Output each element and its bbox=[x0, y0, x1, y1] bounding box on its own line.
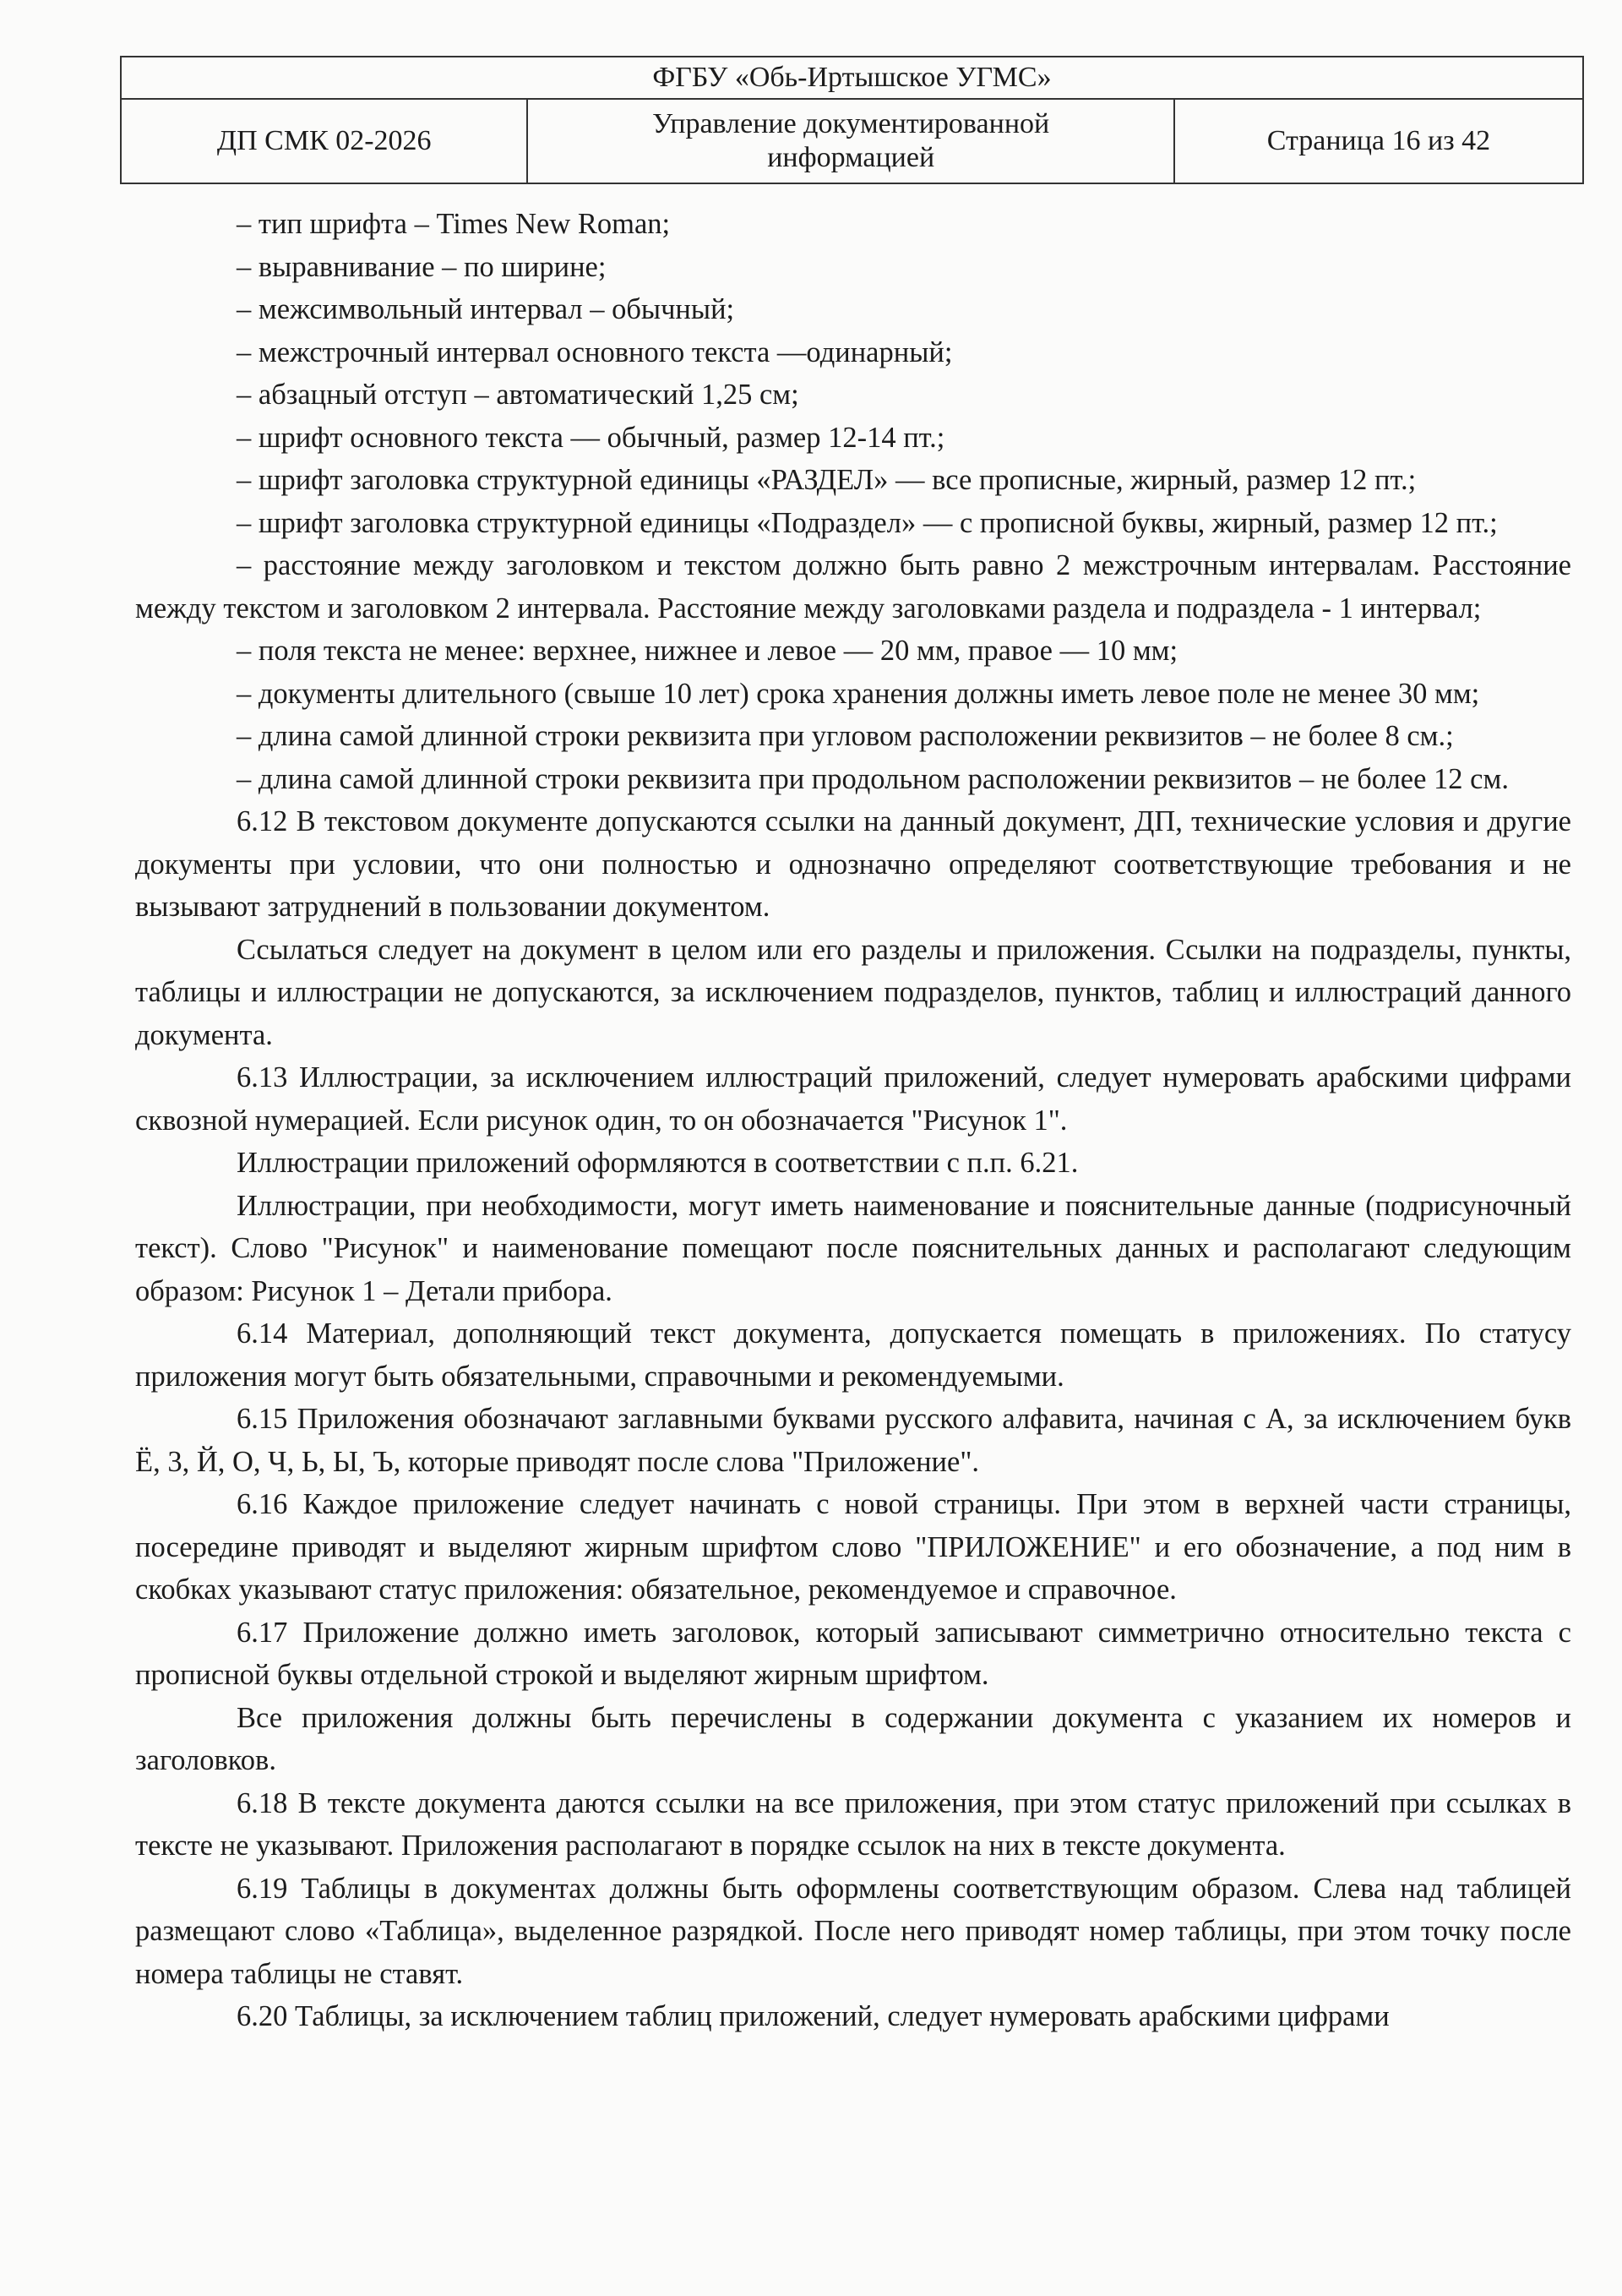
paragraph: 6.15 Приложения обозначают заглавными буквами русского алфавита, начиная с А, за исключением букв Ё, 3, Й, О, Ч, Ь, Ы, Ъ, которые приводят после слова "Приложение". bbox=[135, 1403, 1571, 1478]
paragraph: – шрифт основного текста — обычный, размер 12-14 пт.; bbox=[237, 421, 945, 454]
paragraph: Иллюстрации приложений оформляются в соответствии с п.п. 6.21. bbox=[237, 1147, 1079, 1179]
paragraph: – межсимвольный интервал – обычный; bbox=[237, 293, 735, 325]
paragraph: – длина самой длинной строки реквизита при угловом расположении реквизитов – не более 8 см.; bbox=[237, 720, 1454, 752]
paragraph: – тип шрифта – Times New Roman; bbox=[237, 208, 671, 240]
document-body bbox=[135, 203, 1571, 2038]
document-title-line-2: информацией bbox=[767, 142, 935, 173]
paragraph: – шрифт заголовка структурной единицы «Подраздел» — с прописной буквы, жирный, размер 12 пт.; bbox=[237, 506, 1498, 539]
paragraph: 6.17 Приложение должно иметь заголовок, который записывают симметрично относительно текста с прописной буквы отдельной строкой и выделяют жирным шрифтом. bbox=[135, 1616, 1571, 1691]
paragraph: Иллюстрации, при необходимости, могут иметь наименование и пояснительные данные (подрисуночный текст). Слово "Рисунок" и наименование помещают после пояснительных данных и располагают следующим образом: Рисунок 1 – Детали прибора. bbox=[135, 1189, 1571, 1307]
document-title bbox=[527, 99, 1173, 183]
paragraph: – длина самой длинной строки реквизита при продольном расположении реквизитов – не более 12 см. bbox=[237, 762, 1509, 795]
paragraph: 6.18 В тексте документа даются ссылки на все приложения, при этом статус приложений при ссылках в тексте не указывают. Приложения располагают в порядке ссылок на них в тексте документа. bbox=[135, 1786, 1571, 1862]
paragraph: – шрифт заголовка структурной единицы «РАЗДЕЛ» — все прописные, жирный, размер 12 пт.; bbox=[237, 464, 1417, 496]
paragraph: – документы длительного (свыше 10 лет) срока хранения должны иметь левое поле не менее 30 мм; bbox=[237, 677, 1480, 710]
paragraph: Ссылаться следует на документ в целом или его разделы и приложения. Ссылки на подразделы, пункты, таблицы и иллюстрации не допускаются, за исключением подразделов, пунктов, таблиц и иллюстраций данного документа. bbox=[135, 933, 1571, 1051]
page-number: Страница 16 из 42 bbox=[1174, 99, 1583, 183]
organization-name: ФГБУ «Обь-Иртышское УГМС» bbox=[121, 57, 1583, 99]
document-header-table bbox=[120, 56, 1584, 184]
paragraph: 6.20 Таблицы, за исключением таблиц приложений, следует нумеровать арабскими цифрами bbox=[237, 2000, 1390, 2032]
paragraph: – расстояние между заголовком и текстом должно быть равно 2 межстрочным интервалам. Расстояние между текстом и заголовком 2 интервала. Расстояние между заголовками раздела и подраздела - 1 интервал; bbox=[135, 549, 1571, 624]
paragraph: – выравнивание – по ширине; bbox=[237, 250, 607, 283]
paragraph: – поля текста не менее: верхнее, нижнее и левое — 20 мм, правое — 10 мм; bbox=[237, 635, 1178, 667]
paragraph: Все приложения должны быть перечислены в содержании документа с указанием их номеров и заголовков. bbox=[135, 1701, 1571, 1776]
paragraph: 6.19 Таблицы в документах должны быть оформлены соответствующим образом. Слева над таблицей размещают слово «Таблица», выделенное разрядкой. После него приводят номер таблицы, при этом точку после номера таблицы не ставят. bbox=[135, 1872, 1571, 1990]
paragraph: – абзацный отступ – автоматический 1,25 см; bbox=[237, 379, 799, 411]
paragraph: – межстрочный интервал основного текста —одинарный; bbox=[237, 335, 953, 368]
paragraph: 6.12 В текстовом документе допускаются ссылки на данный документ, ДП, технические условия и другие документы при условии, что они полностью и однозначно определяют соответствующие требования и не вызывают затруднений в пользовании документом. bbox=[135, 805, 1571, 923]
document-code: ДП СМК 02-2026 bbox=[121, 99, 527, 183]
paragraph: 6.16 Каждое приложение следует начинать с новой страницы. При этом в верхней части страницы, посередине приводят и выделяют жирным шрифтом слово "ПРИЛОЖЕНИЕ" и его обозначение, а под ним в скобках указывают статус приложения: обязательное, рекомендуемое и справочное. bbox=[135, 1488, 1571, 1606]
document-title-line-1: Управление документированной bbox=[652, 108, 1050, 139]
paragraph: 6.14 Материал, дополняющий текст документа, допускается помещать в приложениях. По статусу приложения могут быть обязательными, справочными и рекомендуемыми. bbox=[135, 1317, 1571, 1393]
paragraph: 6.13 Иллюстрации, за исключением иллюстраций приложений, следует нумеровать арабскими цифрами сквозной нумерацией. Если рисунок один, то он обозначается "Рисунок 1". bbox=[135, 1061, 1571, 1137]
